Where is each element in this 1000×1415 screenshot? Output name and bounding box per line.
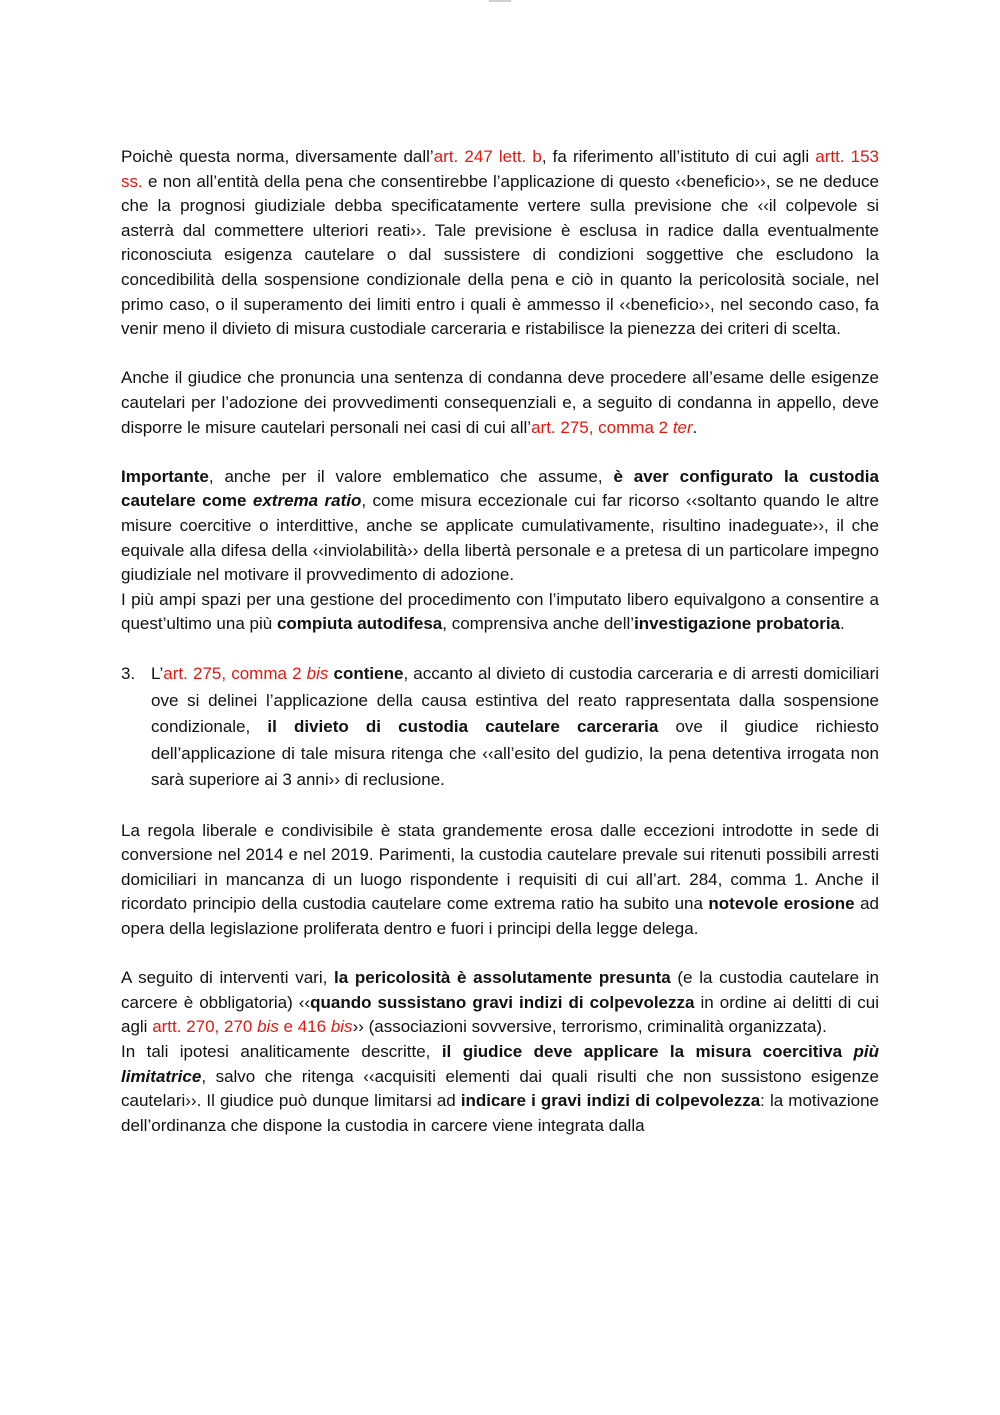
bold-span: è aver configurato la custodia cautelare come: [121, 466, 879, 511]
text: I più ampi spazi per una gestione del procedimento con l’imputato libero equivalgono a consentire a quest’ultimo una più: [121, 589, 879, 634]
bold-italic-text: più limitatrice: [121, 1041, 879, 1086]
law-reference: artt. 153 ss.: [121, 147, 880, 191]
bold-text: Importante: [121, 466, 209, 486]
bold-text: quando sussistano gravi indizi di colpevolezza: [310, 992, 695, 1012]
reference-text: art. 275, comma 2: [531, 417, 673, 437]
text: La regola liberale e condivisibile è stata grandemente erosa dalle eccezioni introdotte in sede di conversione nel 2014 e nel 2019. Parimenti, la custodia cautelare prevale sui ritenuti possibili arresti domiciliari in mancanza di un luogo rispondente i requisiti di cui all’art. 284, comma 1. Anche il ricordato principio della custodia cautelare come extrema ratio ha subito una: [121, 820, 879, 914]
header-mark: [489, 0, 511, 2]
text: e non all’entità della pena che consentirebbe l’applicazione di questo ‹‹beneficio››, se ne deduce che la prognosi giudiziale debba specificatamente vertere sulla previsione che ‹‹il colpevole si asterrà dal commettere ulteriori reati››. Tale previsione è esclusa in radice dalla eventualmente riconosciuta esigenza cautelare o dal sussistere di condizioni soggettive che escludono la concedibilità della sospensione condizionale della pena e ciò in quanto la pericolosità sociale, nel primo caso, o il superamento dei limiti entro i quali è ammesso il ‹‹beneficio››, nel secondo caso, fa venir meno il divieto di misura custodiale carceraria e ristabilisce la pienezza dei criteri di scelta.: [121, 171, 879, 339]
text: in ordine ai delitti di cui agli: [121, 992, 879, 1037]
text: ad opera della legislazione proliferata dentro e fuori i principi della legge delega.: [121, 894, 879, 938]
paragraph-2: [121, 366, 879, 440]
text: , anche per il valore emblematico che assume,: [208, 466, 614, 486]
text: , come misura eccezionale cui far ricorso ‹‹soltanto quando le altre misure coercitive o interdittive, anche se applicate cumulativamente, risultino inadeguate››, il che equivale alla difesa della ‹‹inviolabilità›› della libertà personale e a pretesa di un particolare impegno giudiziale nel motivare il provvedimento di adozione.: [121, 491, 879, 585]
bold-text: compiuta autodifesa: [276, 614, 443, 634]
bold-text: notevole erosione: [708, 894, 855, 914]
list-number: 3.: [121, 664, 136, 684]
document-page: [121, 145, 879, 1138]
text: Poichè questa norma, diversamente dall’: [121, 147, 434, 166]
bold-span: il giudice deve applicare la misura coercitiva: [441, 1041, 854, 1061]
paragraph-7: [121, 1040, 879, 1138]
text: , accanto al divieto di custodia carceraria e di arresti domiciliari ove si delinei l’applicazione della causa estintiva del reato rappresentata dalla sospensione condizionale,: [151, 664, 880, 737]
paragraph-6: [121, 966, 879, 1040]
reference-text: artt. 270, 270: [152, 1017, 258, 1037]
bold-text: la pericolosità è assolutamente presunta: [334, 968, 671, 988]
text: Anche il giudice che pronuncia una sentenza di condanna deve procedere all’esame delle esigenze cautelari per l’adozione dei provvedimenti consequenziali e, a seguito di condanna in appello, deve disporre le misure cautelari personali nei casi di cui all’: [121, 368, 879, 437]
list-item-3: [121, 661, 879, 794]
text: , salvo che ritenga ‹‹acquisiti elementi dai quali risulti che non sussistono esigenze cautelari››. Il giudice può dunque limitarsi ad: [121, 1066, 879, 1111]
text: .: [840, 614, 845, 634]
reference-suffix: bis: [330, 1017, 353, 1037]
paragraph-5: [121, 819, 879, 942]
text: A seguito di interventi vari,: [121, 968, 335, 988]
bold-text: investigazione probatoria: [634, 614, 841, 634]
bold-text: contiene: [328, 664, 404, 684]
reference-suffix: ter: [672, 417, 693, 437]
list-item-text: [151, 661, 879, 794]
text: In tali ipotesi analiticamente descritte,: [121, 1041, 442, 1061]
reference-text: e 416: [278, 1017, 331, 1037]
bold-text: il divieto di custodia cautelare carceraria: [267, 717, 659, 737]
text: , fa riferimento all’istituto di cui agli: [541, 147, 816, 166]
text: : la motivazione dell’ordinanza che dispone la custodia in carcere viene integrata dalla: [121, 1091, 879, 1135]
bold-italic-text: extrema ratio: [252, 491, 362, 511]
text: .: [692, 417, 698, 437]
reference-suffix: bis: [257, 1017, 279, 1037]
law-reference: art. 247 lett. b: [433, 147, 542, 166]
bold-text: indicare i gravi indizi di colpevolezza: [460, 1091, 761, 1111]
text: ›› (associazioni sovversive, terrorismo, criminalità organizzata).: [352, 1017, 827, 1037]
paragraph-1: [121, 145, 879, 342]
text: L’: [151, 664, 164, 684]
reference-text: art. 275, comma 2: [163, 664, 307, 684]
paragraph-4: [121, 588, 879, 637]
text: , comprensiva anche dell’: [442, 614, 635, 634]
law-reference: [163, 664, 328, 683]
text: ove il giudice richiesto dell’applicazione di tale misura ritenga che ‹‹all’esito del gudizio, la pena detentiva irrogata non sarà superiore ai 3 anni›› di reclusione.: [151, 717, 880, 790]
paragraph-3: [121, 465, 879, 588]
law-reference: [152, 1017, 352, 1036]
law-reference: [531, 418, 693, 437]
text: (e la custodia cautelare in carcere è obbligatoria) ‹‹: [121, 968, 880, 1012]
reference-suffix: bis: [306, 664, 329, 684]
